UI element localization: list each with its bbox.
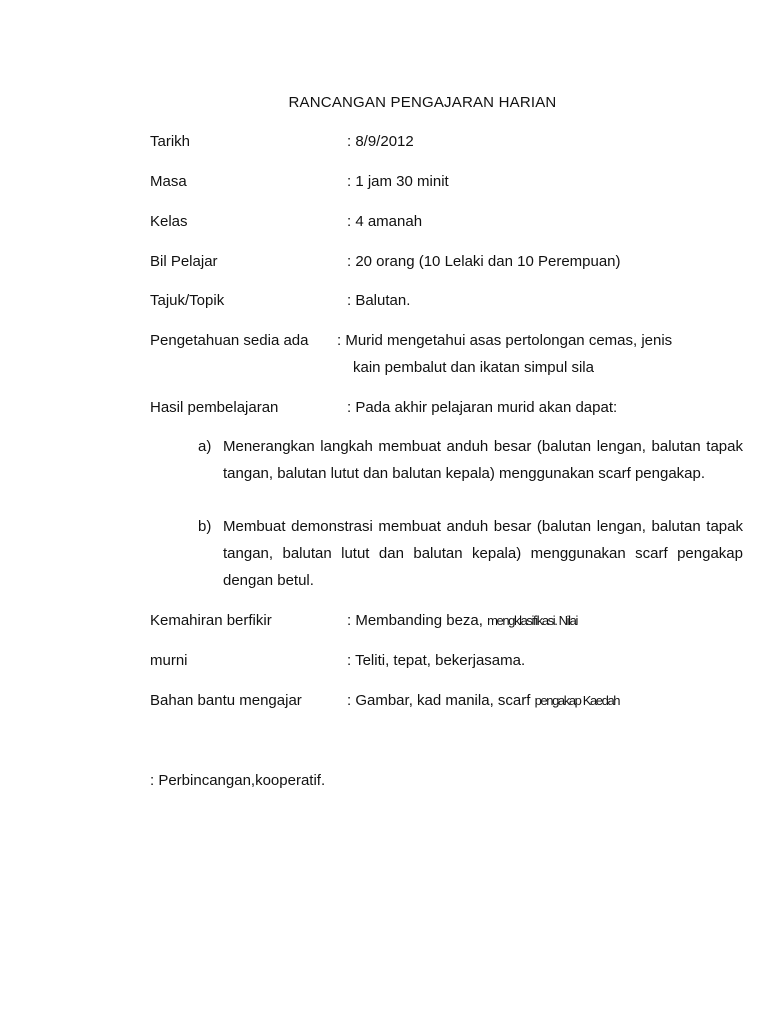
row-value: : Teliti, tepat, bekerjasama. xyxy=(347,652,526,669)
row-value: : Balutan. xyxy=(347,292,411,309)
objective-item-a xyxy=(198,433,743,487)
row-label: Bahan bantu mengajar xyxy=(150,692,302,709)
row-label: Bil Pelajar xyxy=(150,253,218,270)
list-marker: a) xyxy=(198,438,212,455)
row-label: Kelas xyxy=(150,213,188,230)
list-marker: b) xyxy=(198,518,212,535)
row-value: : 4 amanah xyxy=(347,213,423,230)
value-part-cramped: pengakap Kaedah xyxy=(534,693,620,708)
value-part: : Membanding beza, xyxy=(347,612,483,629)
value-part: : Gambar, kad manila, scarf xyxy=(347,692,531,709)
row-label: Tarikh xyxy=(150,133,191,150)
objective-text: Membuat demonstrasi membuat anduh besar (balutan lengan, balutan tapak tangan, balutan lutut dan balutan kepala) menggunakan scarf pengakap dengan betul. xyxy=(223,518,743,589)
row-label: Hasil pembelajaran xyxy=(150,399,279,416)
document-title: RANCANGAN PENGAJARAN HARIAN xyxy=(288,94,557,111)
row-value: : Murid mengetahui asas pertolongan cemas, jenis xyxy=(337,332,673,349)
row-value: : 8/9/2012 xyxy=(347,133,414,150)
kaedah-value: : Perbincangan,kooperatif. xyxy=(150,772,326,789)
objective-text: Menerangkan langkah membuat anduh besar (balutan lengan, balutan tapak tangan, balutan lutut dan balutan kepala) menggunakan scarf pengakap. xyxy=(223,438,743,482)
row-continuation: kain pembalut dan ikatan simpul sila xyxy=(353,359,594,376)
row-label: Kemahiran berfikir xyxy=(150,612,272,629)
row-value: : 20 orang (10 Lelaki dan 10 Perempuan) xyxy=(347,253,621,270)
row-label: murni xyxy=(150,652,188,669)
objective-item-b xyxy=(198,513,743,594)
row-value: : 1 jam 30 minit xyxy=(347,173,449,190)
row-value: : Pada akhir pelajaran murid akan dapat: xyxy=(347,399,618,416)
row-value xyxy=(347,612,577,630)
value-part-cramped: mengklasifikasi. Nilai xyxy=(487,613,577,628)
row-label: Masa xyxy=(150,173,187,190)
row-label: Tajuk/Topik xyxy=(150,292,225,309)
row-label: Pengetahuan sedia ada xyxy=(150,332,309,349)
row-value xyxy=(347,692,619,710)
